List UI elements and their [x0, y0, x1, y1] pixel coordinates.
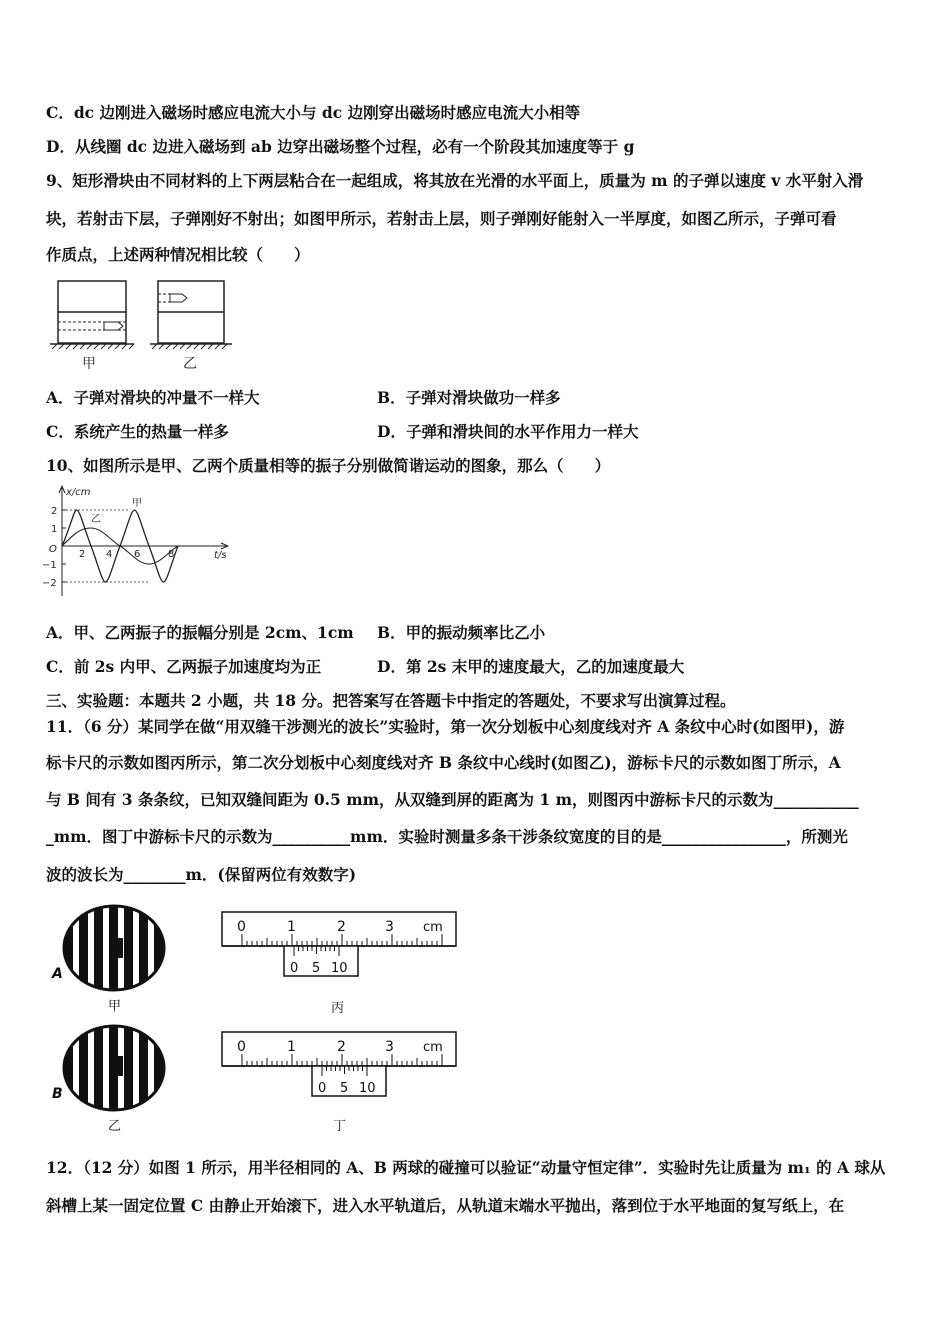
q11-stem-line3: 与 B 间有 3 条条纹，已知双缝间距为 0.5 mm，从双缝到屏的距离为 1 m，则图丙中游标卡尺的示数为___________: [46, 790, 859, 809]
label-b: B: [52, 1086, 63, 1102]
q9-option-d: D．子弹和滑块间的水平作用力一样大: [377, 422, 639, 441]
tick-0: 0: [237, 1039, 246, 1055]
label-yi: 乙: [108, 1119, 122, 1134]
label-yi: 乙: [91, 514, 101, 525]
tick-1: 1: [287, 1039, 296, 1055]
vernier-tick-0: 0: [290, 961, 299, 976]
y-tick-1: 1: [51, 524, 58, 535]
label-ding: 丁: [333, 1119, 347, 1134]
vernier-tick-10: 10: [359, 1081, 376, 1096]
q10-stem: 10、如图所示是甲、乙两个质量相等的振子分别做简谐运动的图象，那么（ ）: [46, 456, 611, 475]
q8-option-d: D．从线圈 dc 边进入磁场到 ab 边穿出磁场整个过程，必有一个阶段其加速度等于 g: [46, 137, 635, 156]
q11-stem-line1: 11．（6 分）某同学在做“用双缝干涉测光的波长”实验时，第一次分划板中心刻度线对齐 A 条纹中心时(如图甲)，游: [46, 717, 845, 736]
q10-option-d: D．第 2s 末甲的速度最大，乙的加速度最大: [377, 657, 685, 676]
tick-3: 3: [385, 919, 394, 935]
q11-stem-line2: 标卡尺的示数如图丙所示，第二次分划板中心刻度线对齐 B 条纹中心线时(如图乙)，游标卡尺的示数如图丁所示，A: [46, 753, 841, 772]
y-tick-neg1: −1: [42, 560, 57, 571]
q9-stem-line3: 作质点，上述两种情况相比较（ ）: [46, 245, 310, 264]
x-tick-6: 6: [134, 549, 141, 560]
origin-label: O: [49, 544, 57, 555]
tick-0: 0: [237, 919, 246, 935]
q11-stem-line4: _mm．图丁中游标卡尺的示数为__________mm．实验时测量多条干涉条纹宽度的目的是________________，所测光: [46, 827, 848, 846]
tick-2: 2: [337, 919, 346, 935]
x-tick-8: 8: [168, 549, 175, 560]
label-a: A: [52, 966, 63, 982]
q9-option-a: A．子弹对滑块的冲量不一样大: [46, 388, 260, 407]
bullet-jia: [104, 322, 123, 330]
y-axis-label: x/cm: [66, 487, 91, 498]
q8-option-c: C．dc 边刚进入磁场时感应电流大小与 dc 边刚穿出磁场时感应电流大小相等: [46, 103, 581, 122]
q10-option-b: B．甲的振动频率比乙小: [377, 623, 546, 642]
vernier-tick-10: 10: [331, 961, 348, 976]
tick-3: 3: [385, 1039, 394, 1055]
q12-stem-line1: 12．（12 分）如图 1 所示，用半径相同的 A、B 两球的碰撞可以验证“动量守恒定律”．实验时先让质量为 m₁ 的 A 球从: [46, 1158, 886, 1177]
caliper-ding: [222, 1032, 456, 1134]
q12-stem-line2: 斜槽上某一固定位置 C 由静止开始滚下，进入水平轨道后，从轨道末端水平抛出，落到位于水平地面的复写纸上，在: [46, 1196, 845, 1215]
q9-figure: [46, 278, 246, 373]
q11-stem-line5: 波的波长为________m．(保留两位有效数字): [46, 865, 357, 884]
section3-heading: 三、实验题：本题共 2 小题，共 18 分。把答案写在答题卡中指定的答题处，不要求写出演算过程。: [46, 691, 736, 710]
label-jia: 甲: [82, 356, 96, 372]
bullet-yi: [170, 294, 187, 302]
vernier-tick-5: 5: [340, 1081, 349, 1096]
y-tick-2: 2: [51, 506, 58, 517]
label-jia: 甲: [132, 498, 142, 509]
x-axis-label: t/s: [214, 550, 227, 561]
q10-graph: [40, 484, 240, 602]
y-tick-neg2: −2: [42, 578, 57, 589]
unit-cm: cm: [423, 1040, 443, 1055]
x-tick-2: 2: [79, 549, 86, 560]
vernier-tick-5: 5: [312, 961, 321, 976]
q9-stem-line2: 块，若射击下层，子弹刚好不射出；如图甲所示，若射击上层，则子弹刚好能射入一半厚度，如图乙所示，子弹可看: [46, 209, 837, 228]
q10-option-c: C．前 2s 内甲、乙两振子加速度均为正: [46, 657, 322, 676]
q9-option-b: B．子弹对滑块做功一样多: [377, 388, 561, 407]
q9-stem-line1: 9、矩形滑块由不同材料的上下两层粘合在一起组成，将其放在光滑的水平面上，质量为 m 的子弹以速度 v 水平射入滑: [46, 171, 864, 190]
caliper-bing: [222, 912, 456, 1016]
tick-1: 1: [287, 919, 296, 935]
tick-2: 2: [337, 1039, 346, 1055]
x-tick-4: 4: [106, 549, 113, 560]
label-yi: 乙: [183, 356, 197, 372]
q11-figure: [46, 900, 466, 1135]
label-bing: 丙: [331, 1001, 345, 1016]
q10-option-a: A．甲、乙两振子的振幅分别是 2cm、1cm: [46, 623, 354, 642]
unit-cm: cm: [423, 920, 443, 935]
label-jia: 甲: [108, 999, 122, 1014]
vernier-tick-0: 0: [318, 1081, 327, 1096]
q9-option-c: C．系统产生的热量一样多: [46, 422, 229, 441]
